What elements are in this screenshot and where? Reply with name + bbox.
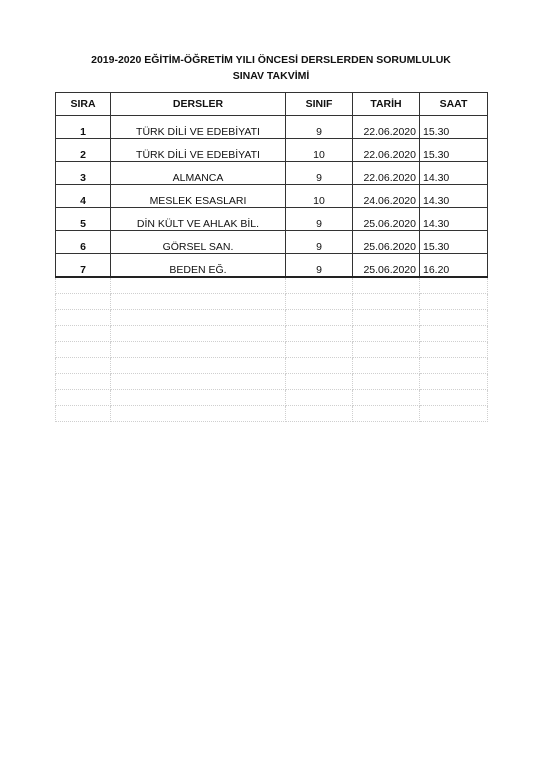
empty-row: [56, 326, 488, 342]
empty-row: [56, 277, 488, 294]
table-row: [56, 139, 488, 162]
cell-sira: 3: [56, 162, 111, 185]
cell-saat: 16.20: [420, 254, 488, 278]
header-tarih: TARİH: [353, 93, 420, 116]
empty-row: [56, 406, 488, 422]
cell-sira: 4: [56, 185, 111, 208]
table-row: [56, 162, 488, 185]
cell-sira: 5: [56, 208, 111, 231]
cell-sinif: 9: [286, 116, 353, 139]
cell-sinif: 9: [286, 208, 353, 231]
cell-tarih: 24.06.2020: [353, 185, 420, 208]
header-dersler: DERSLER: [111, 93, 286, 116]
table-row: [56, 208, 488, 231]
cell-tarih: 22.06.2020: [353, 139, 420, 162]
title-line-2: SINAV TAKVİMİ: [232, 70, 310, 82]
cell-saat: 15.30: [420, 231, 488, 254]
exam-schedule-table: [55, 92, 488, 422]
empty-row: [56, 358, 488, 374]
cell-saat: 14.30: [420, 208, 488, 231]
empty-row: [56, 310, 488, 326]
table-row: [56, 185, 488, 208]
cell-ders: BEDEN EĞ.: [111, 254, 286, 278]
cell-saat: 15.30: [420, 116, 488, 139]
table-row: [56, 231, 488, 254]
cell-saat: 14.30: [420, 162, 488, 185]
cell-sira: 1: [56, 116, 111, 139]
cell-tarih: 25.06.2020: [353, 231, 420, 254]
cell-saat: 14.30: [420, 185, 488, 208]
cell-tarih: 22.06.2020: [353, 116, 420, 139]
title-line-1: 2019-2020 EĞİTİM-ÖĞRETİM YILI ÖNCESİ DERSLERDEN SORUMLULUK: [91, 54, 451, 66]
empty-row: [56, 390, 488, 406]
cell-tarih: 25.06.2020: [353, 208, 420, 231]
cell-ders: ALMANCA: [111, 162, 286, 185]
cell-tarih: 25.06.2020: [353, 254, 420, 278]
cell-sinif: 9: [286, 231, 353, 254]
cell-sira: 2: [56, 139, 111, 162]
cell-ders: TÜRK DİLİ VE EDEBİYATI: [111, 139, 286, 162]
header-sinif: SINIF: [286, 93, 353, 116]
table-row: [56, 116, 488, 139]
document-title: [55, 52, 487, 84]
cell-ders: GÖRSEL SAN.: [111, 231, 286, 254]
cell-saat: 15.30: [420, 139, 488, 162]
empty-row: [56, 374, 488, 390]
cell-sinif: 9: [286, 254, 353, 278]
cell-ders: MESLEK ESASLARI: [111, 185, 286, 208]
cell-ders: TÜRK DİLİ VE EDEBİYATI: [111, 116, 286, 139]
empty-row: [56, 342, 488, 358]
cell-sinif: 10: [286, 139, 353, 162]
cell-sinif: 10: [286, 185, 353, 208]
table-header-row: [56, 93, 488, 116]
empty-grid-rows: [56, 277, 488, 422]
cell-tarih: 22.06.2020: [353, 162, 420, 185]
table-row: [56, 254, 488, 278]
empty-row: [56, 294, 488, 310]
cell-sira: 6: [56, 231, 111, 254]
cell-sira: 7: [56, 254, 111, 278]
header-saat: SAAT: [420, 93, 488, 116]
cell-sinif: 9: [286, 162, 353, 185]
cell-ders: DİN KÜLT VE AHLAK BİL.: [111, 208, 286, 231]
header-sira: SIRA: [56, 93, 111, 116]
